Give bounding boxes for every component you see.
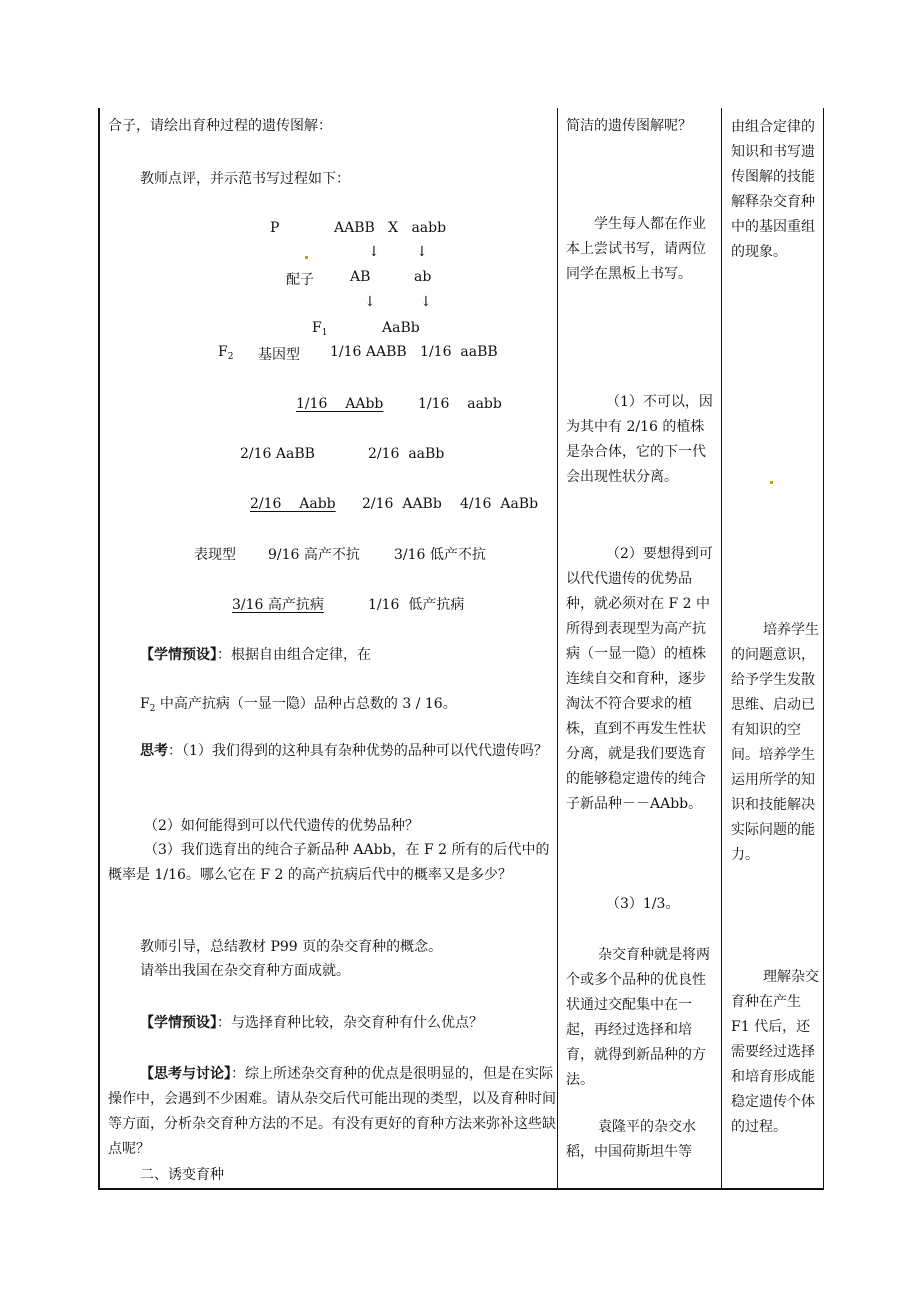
f2-genotype-aabb-2: 1/16 aabb bbox=[418, 396, 502, 412]
student-text-3: （1）不可以，因为其中有 2/16 的植株是杂合体，它的下一代会出现性状分离。 bbox=[566, 394, 713, 485]
down-arrow-icon: ↓ bbox=[420, 294, 432, 310]
f1-value: AaBb bbox=[382, 320, 420, 336]
phenotype-3: 3/16 高产抗病 bbox=[232, 597, 324, 613]
phenotype-label: 表现型 bbox=[194, 547, 236, 563]
down-arrow-icon: ↓ bbox=[364, 294, 376, 310]
think-question-3: （3）我们选育出的纯合子新品种 AAbb，在 F 2 所有的后代中的概率是 1/16。哪么它在 F 2 的高产抗病后代中的概率又是多少？ bbox=[108, 842, 550, 883]
student-text-5: （3）1/3。 bbox=[606, 896, 680, 912]
column-divider-2 bbox=[721, 108, 722, 1190]
learning-preset-1: 【学情预设】：根据自由组合定律，在 bbox=[140, 647, 371, 663]
student-text-4: （2）要想得到可以代代遗传的优势品种，就必须对在 F 2 中所得到表现型为高产抗病（一显一隐）的植株连续自交和育种，逐步淘汰不符合要求的植株，直到不再发生性状分离，就是我们要选育的能够稳定遗传的纯合子新品种－－AAbb。 bbox=[566, 546, 713, 812]
think-discuss: 【思考与讨论】：综上所述杂交育种的优点是很明显的，但是在实际操作中，会遇到不少困难。请从杂交后代可能出现的类型，以及育种时间等方面，分析杂交育种方法的不足。有没有更好的育种方法来弥补这些缺点呢？ bbox=[108, 1066, 556, 1157]
stray-mark bbox=[770, 481, 773, 484]
teacher-guide-2: 请举出我国在杂交育种方面成就。 bbox=[140, 963, 350, 979]
p-label: P bbox=[270, 220, 280, 236]
f2-genotype-aabb-3: 2/16 AaBB bbox=[240, 446, 315, 462]
phenotype-1: 9/16 高产不抗 bbox=[268, 547, 360, 563]
section-heading-mutation-breeding: 二、诱变育种 bbox=[140, 1167, 224, 1183]
f2-genotype-aabb-7: 4/16 AaBb bbox=[460, 496, 539, 512]
student-text-7: 袁隆平的杂交水稻，中国荷斯坦牛等 bbox=[566, 1119, 696, 1160]
think-question-1: 思考：（1）我们得到的这种具有杂种优势的品种可以代代遗传吗？ bbox=[140, 743, 548, 759]
intent-text-3: 理解杂交育种在产生 F1 代后，还需要经过选择和培育形成能稳定遗传个体的过程。 bbox=[731, 969, 819, 1135]
gamete-label: 配子 bbox=[286, 272, 314, 288]
learning-preset-1-line2: $F_2$ 中高产抗病（一显一隐）品种占总数的 3 / 16。 bbox=[140, 696, 457, 714]
f2-genotype-aabb-4: 2/16 aaBb bbox=[368, 446, 445, 462]
text-line-top: 合子，请绘出育种过程的遗传图解： bbox=[108, 118, 332, 134]
intent-text-2: 培养学生的问题意识，给予学生发散思维、启动已有知识的空间。培养学生运用所学的知识和技能解决实际问题的能力。 bbox=[731, 622, 819, 863]
phenotype-2: 3/16 低产不抗 bbox=[394, 547, 486, 563]
f2-genotype-label: 基因型 bbox=[258, 347, 300, 363]
f1-label: $F_1$ bbox=[312, 320, 328, 338]
f2-label: $F_2$ bbox=[218, 344, 234, 362]
down-arrow-icon: ↓ bbox=[368, 244, 380, 260]
student-text-1: 简洁的遗传图解呢？ bbox=[566, 118, 692, 134]
teacher-guide-1: 教师引导，总结教材 P99 页的杂交育种的概念。 bbox=[140, 939, 443, 955]
f2-genotype-aabb-6: 2/16 AABb bbox=[362, 496, 442, 512]
f2-genotype-aabb-1: 1/16 AAbb bbox=[296, 396, 384, 412]
intent-text-1: 由组合定律的知识和书写遗传图解的技能解释杂交育种中的基因重组的现象。 bbox=[731, 119, 815, 260]
f2-genotypes-row1: 1/16 AABB 1/16 aaBB bbox=[330, 344, 498, 360]
gamete-ab2: ab bbox=[414, 269, 432, 285]
gamete-ab1: AB bbox=[350, 269, 371, 285]
learning-preset-2: 【学情预设】：与选择育种比较，杂交育种有什么优点？ bbox=[140, 1015, 483, 1031]
student-text-6: 杂交育种就是将两个或多个品种的优良性状通过交配集中在一起，再经过选择和培育，就得到新品种的方法。 bbox=[566, 947, 710, 1088]
column-divider-1 bbox=[557, 108, 558, 1190]
p-cross: AABB X aabb bbox=[334, 220, 447, 236]
teacher-comment: 教师点评，并示范书写过程如下： bbox=[140, 171, 350, 187]
student-text-2: 学生每人都在作业本上尝试书写，请两位同学在黑板上书写。 bbox=[566, 216, 706, 282]
think-question-2: （2）如何能得到可以代代遗传的优势品种？ bbox=[144, 818, 419, 834]
stray-mark bbox=[305, 256, 308, 259]
down-arrow-icon: ↓ bbox=[416, 244, 428, 260]
phenotype-4: 1/16 低产抗病 bbox=[368, 597, 465, 613]
f2-genotype-aabb-5: 2/16 Aabb bbox=[250, 496, 336, 512]
